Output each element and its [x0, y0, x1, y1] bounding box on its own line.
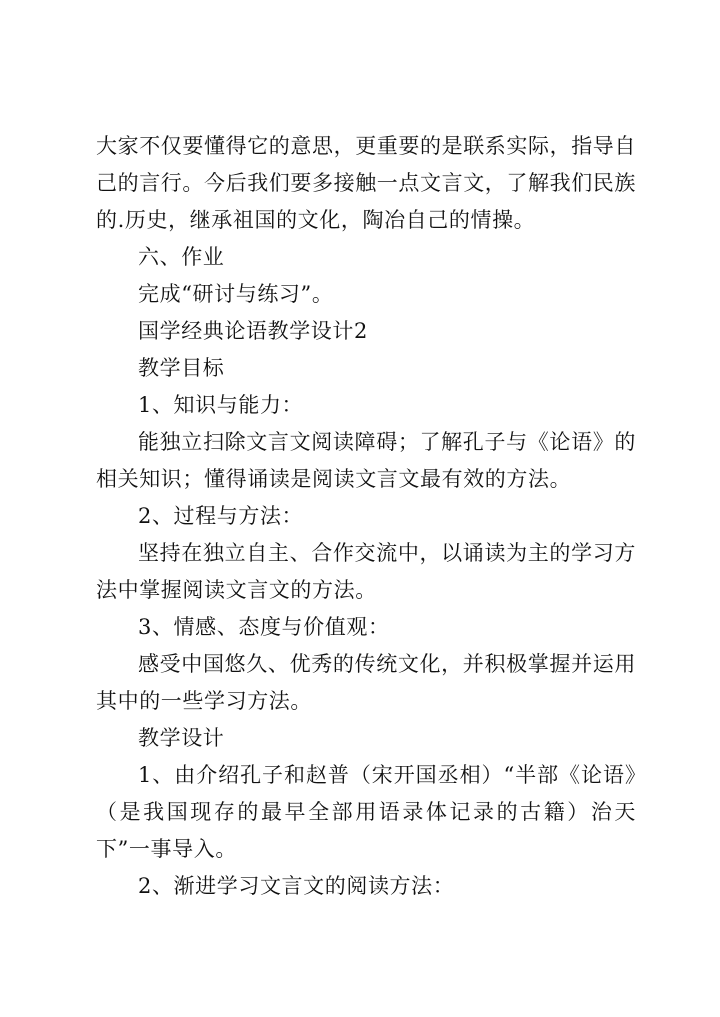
design-step-2: 2、渐进学习文言文的阅读方法：: [138, 874, 455, 898]
goal-1-text: 能独立扫除文言文阅读障碍；了解孔子与《论语》的相关知识；懂得诵读是阅读文言文最有效的方法。: [96, 430, 636, 491]
goal-3-heading: 3、情感、态度与价值观：: [138, 615, 390, 639]
heading-homework: 六、作业: [138, 245, 225, 269]
goal-3-text: 感受中国悠久、优秀的传统文化，并积极掌握并运用其中的一些学习方法。: [96, 652, 636, 713]
paragraph-conclusion: 大家不仅要懂得它的意思，更重要的是联系实际，指导自己的言行。今后我们要多接触一点文言文，了解我们民族的.历史，继承祖国的文化，陶冶自己的情操。: [96, 134, 636, 232]
goal-2-heading: 2、过程与方法：: [138, 504, 304, 528]
heading-teaching-design: 教学设计: [138, 726, 225, 750]
section-title: 国学经典论语教学设计2: [138, 319, 368, 343]
goal-2-text: 坚持在独立自主、合作交流中，以诵读为主的学习方法中掌握阅读文言文的方法。: [96, 541, 636, 602]
design-step-1: 1、由介绍孔子和赵普（宋开国丞相）“半部《论语》（是我国现存的最早全部用语录体记录的古籍）治天下”一事导入。: [96, 763, 636, 861]
document-body: [96, 128, 636, 905]
goal-1-heading: 1、知识与能力：: [138, 393, 304, 417]
paragraph-homework: 完成“研讨与练习”。: [138, 282, 334, 306]
heading-teaching-goals: 教学目标: [138, 356, 225, 380]
